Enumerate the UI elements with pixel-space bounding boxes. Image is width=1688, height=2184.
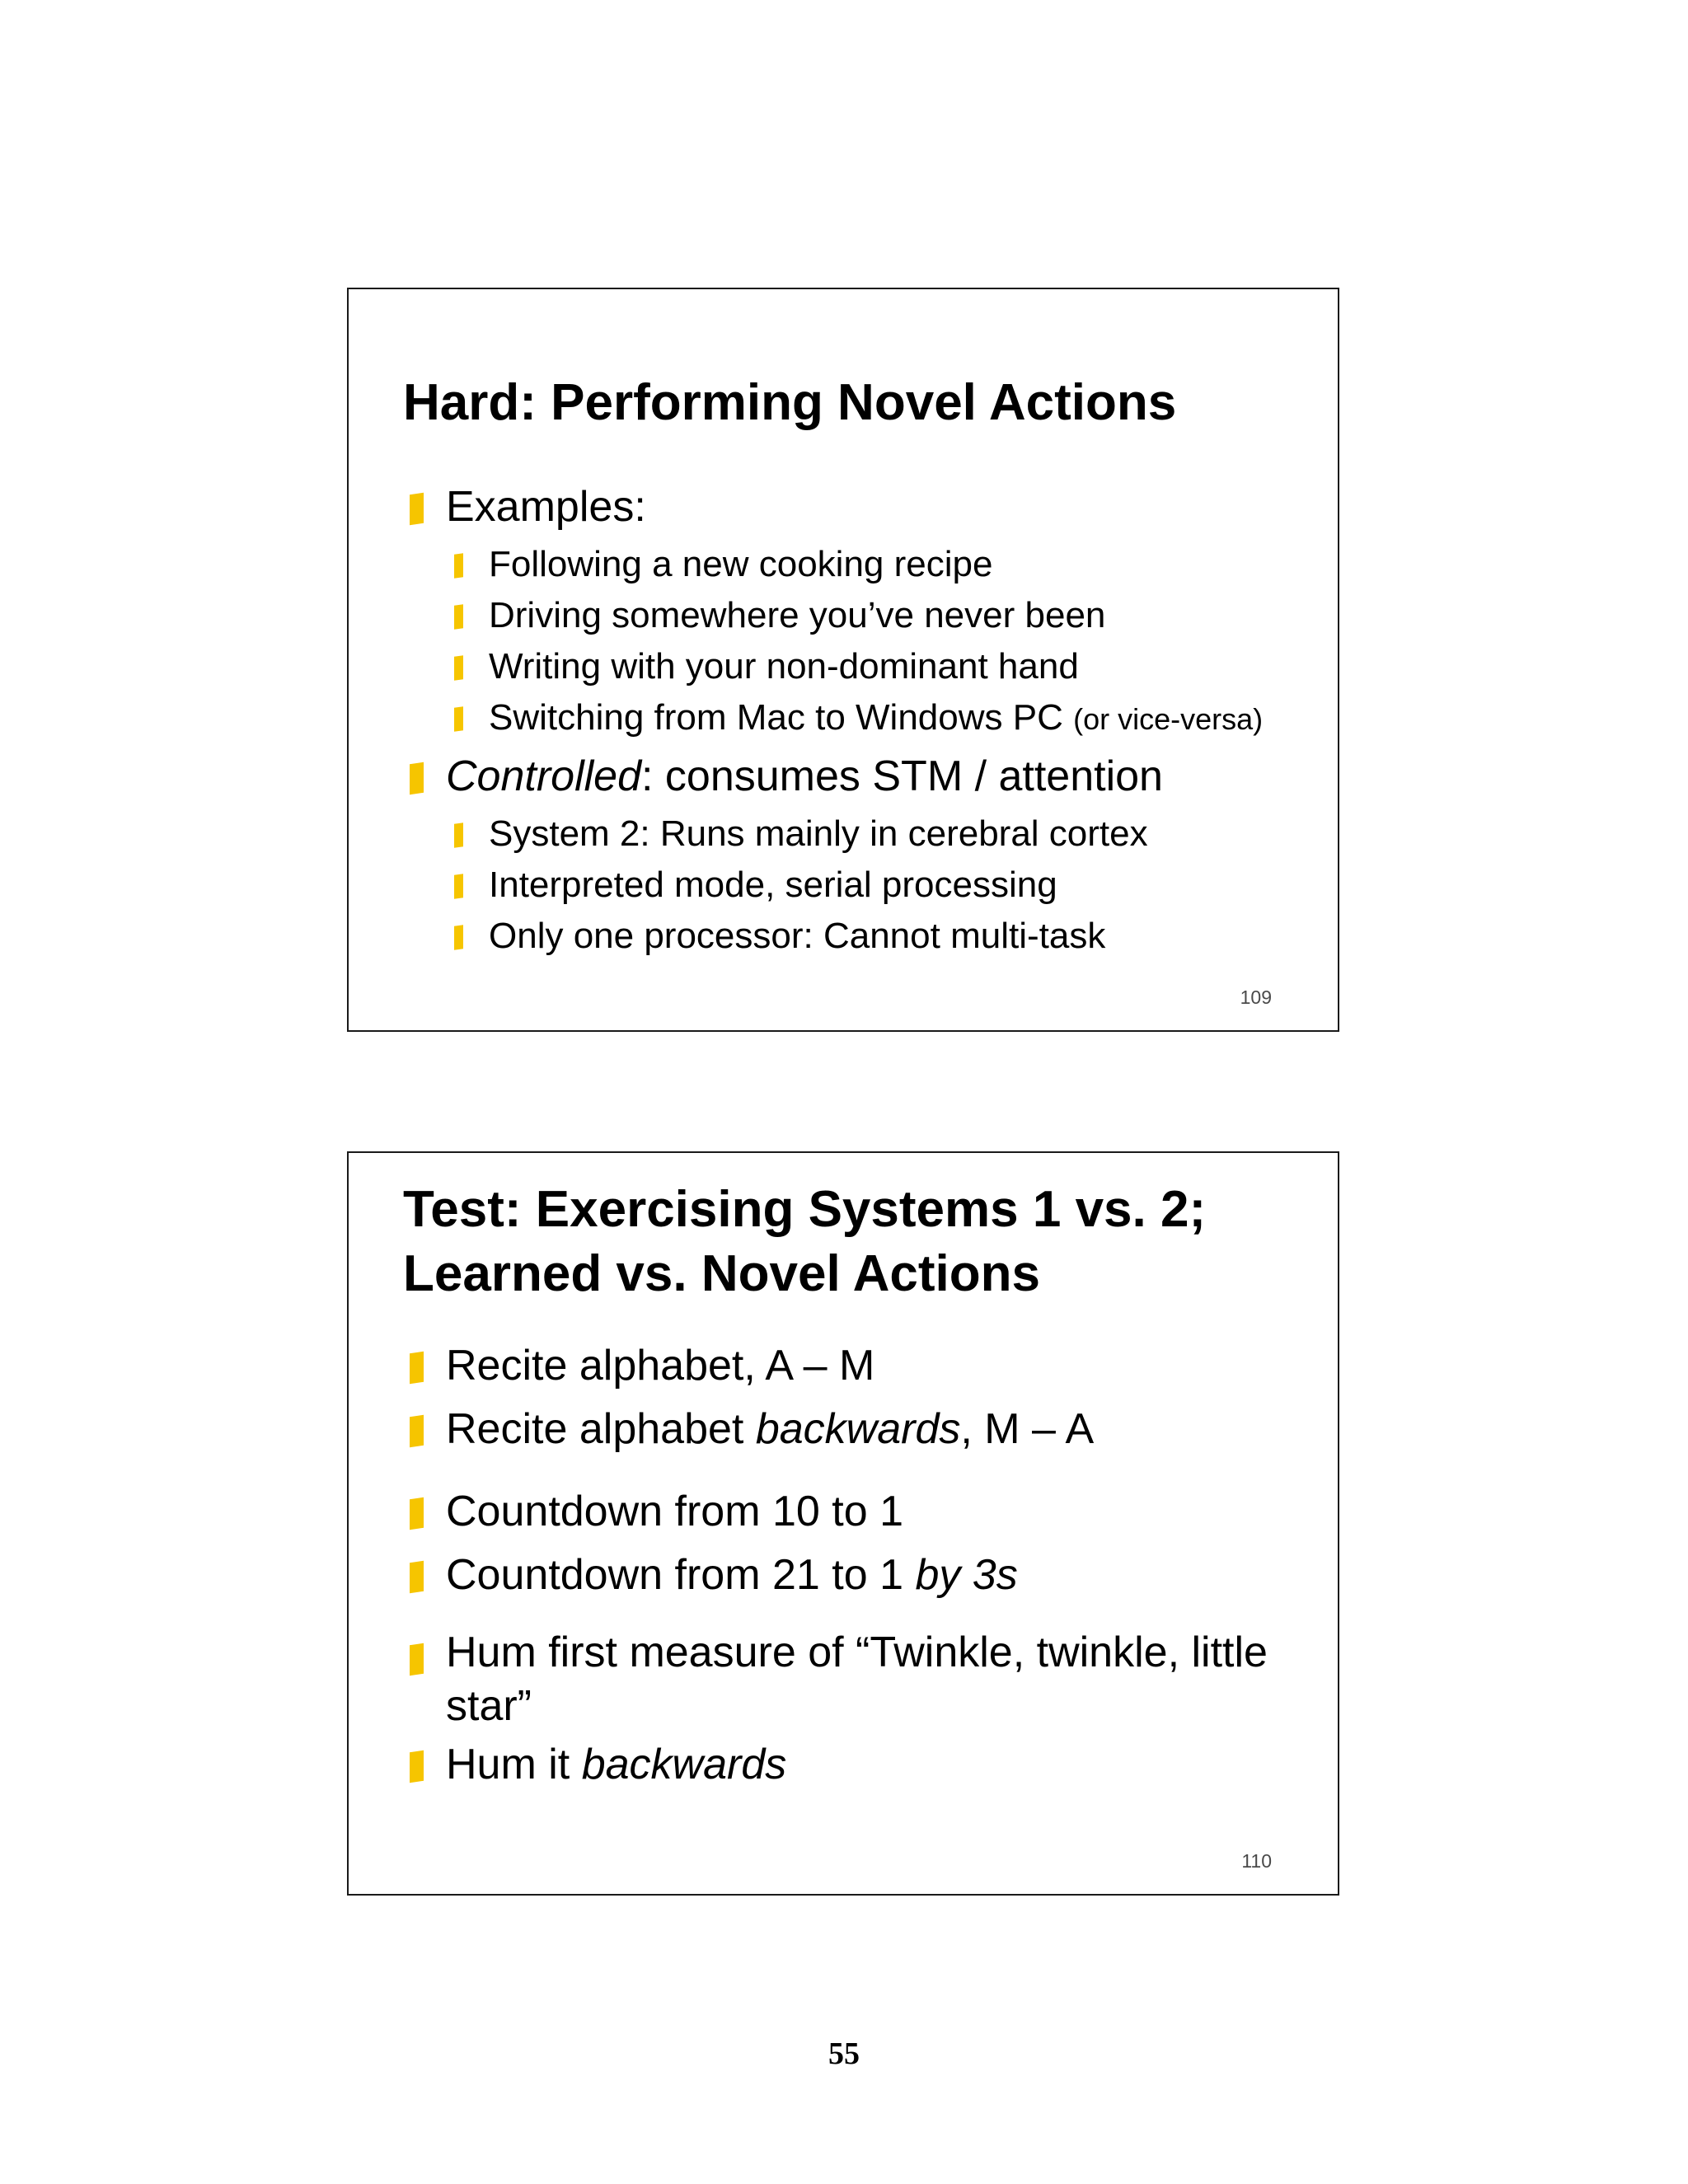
sub-bullet: System 2: Runs mainly in cerebral cortex (448, 808, 1321, 860)
sub-bullet: Writing with your non-dominant hand (448, 641, 1321, 692)
sub-bullet: Only one processor: Cannot multi-task (448, 911, 1321, 962)
emphasis-term: backwards (755, 1405, 961, 1453)
sub-bullet: Switching from Mac to Windows PC (or vice-versa) (448, 692, 1321, 745)
emphasis-term: by 3s (915, 1551, 1018, 1599)
slide-title: Test: Exercising Systems 1 vs. 2; Learned vs. Novel Actions (403, 1181, 1207, 1302)
sub-bullet: Following a new cooking recipe (448, 539, 1321, 590)
bullet-list (403, 1334, 1321, 1797)
slide-109 (347, 288, 1339, 1032)
bullet: Hum first measure of “Twinkle, twinkle, little star” (403, 1626, 1321, 1733)
bullet: Countdown from 10 to 1 (403, 1480, 1321, 1544)
aside-note: (or vice-versa) (1073, 702, 1264, 736)
slide-number: 110 (1241, 1850, 1272, 1872)
slide-title: Hard: Performing Novel Actions (403, 374, 1177, 431)
page-number: 55 (828, 2036, 860, 2071)
sub-bullet: Driving somewhere you’ve never been (448, 590, 1321, 641)
slide-110 (347, 1151, 1339, 1896)
bullet: Recite alphabet, A – M (403, 1334, 1321, 1398)
bullet: Countdown from 21 to 1 by 3s (403, 1544, 1321, 1607)
bullet-examples: Examples: (403, 476, 1321, 539)
bullet-controlled: Controlled: consumes STM / attention (403, 745, 1321, 808)
bullet-list (403, 476, 1321, 962)
bullet: Hum it backwards (403, 1733, 1321, 1797)
bullet: Recite alphabet backwards, M – A (403, 1398, 1321, 1461)
emphasis-term: backwards (581, 1741, 787, 1788)
slide-number: 109 (1240, 987, 1272, 1008)
sub-bullet: Interpreted mode, serial processing (448, 860, 1321, 911)
emphasis-term: Controlled (446, 752, 642, 800)
